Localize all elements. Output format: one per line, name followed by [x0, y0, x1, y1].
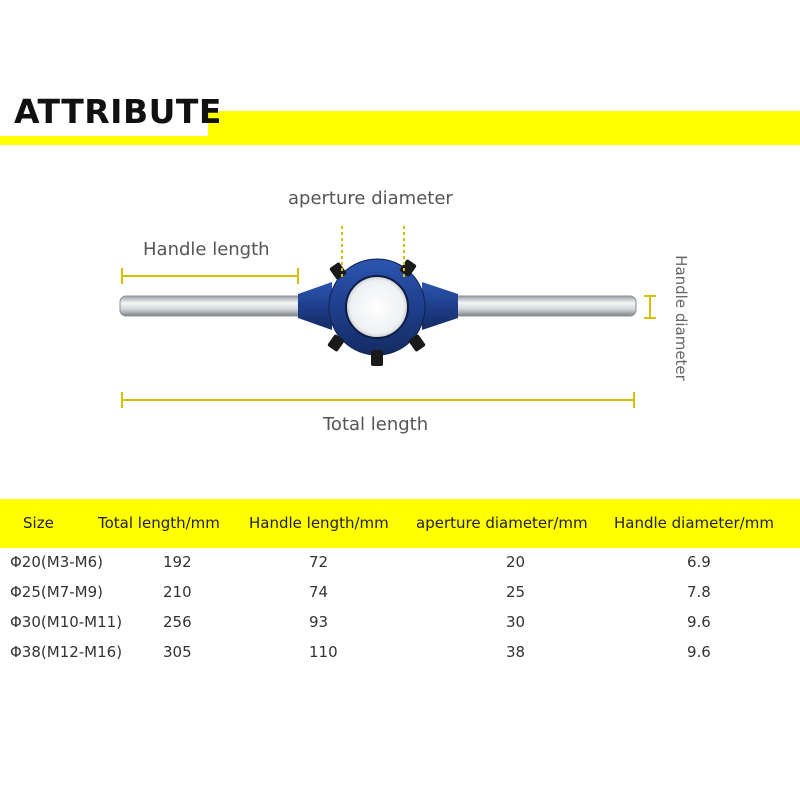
- handle-length-label: Handle length: [143, 239, 270, 260]
- table-row: [0, 576, 800, 606]
- column-header-handle-length: Handle length/mm: [249, 514, 389, 532]
- die-aperture: [346, 276, 408, 338]
- cell-size: Φ20(M3-M6): [10, 553, 103, 571]
- cell-total-length: 210: [163, 583, 192, 601]
- cell-handle-length: 110: [309, 643, 338, 661]
- table-row: [0, 546, 800, 576]
- cell-size: Φ30(M10-M11): [10, 613, 123, 631]
- cell-handle-diameter: 7.8: [687, 583, 711, 601]
- column-header-size: Size: [23, 514, 54, 532]
- cell-handle-length: 72: [309, 553, 329, 571]
- cell-handle-diameter: 6.9: [687, 553, 711, 571]
- cell-handle-diameter: 9.6: [687, 643, 711, 661]
- cell-aperture-diameter: 20: [506, 553, 526, 571]
- handle-diameter-label: Handle diameter: [672, 255, 690, 381]
- left-hub: [298, 282, 332, 330]
- column-header-aperture-diameter: aperture diameter/mm: [416, 514, 588, 532]
- cell-total-length: 305: [163, 643, 192, 661]
- cell-total-length: 256: [163, 613, 192, 631]
- cell-total-length: 192: [163, 553, 192, 571]
- cell-aperture-diameter: 25: [506, 583, 526, 601]
- aperture-diameter-label: aperture diameter: [288, 188, 453, 209]
- cell-aperture-diameter: 38: [506, 643, 526, 661]
- right-hub: [422, 282, 458, 330]
- table-row: [0, 606, 800, 636]
- column-header-total-length: Total length/mm: [98, 514, 220, 532]
- cell-handle-length: 74: [309, 583, 329, 601]
- cell-size: Φ25(M7-M9): [10, 583, 103, 601]
- cell-size: Φ38(M12-M16): [10, 643, 123, 661]
- table-row: [0, 636, 800, 666]
- page-title: ATTRIBUTE: [0, 88, 208, 136]
- cell-handle-diameter: 9.6: [687, 613, 711, 631]
- cell-handle-length: 93: [309, 613, 329, 631]
- cell-aperture-diameter: 30: [506, 613, 526, 631]
- total-length-label: Total length: [323, 414, 429, 435]
- column-header-handle-diameter: Handle diameter/mm: [614, 514, 774, 532]
